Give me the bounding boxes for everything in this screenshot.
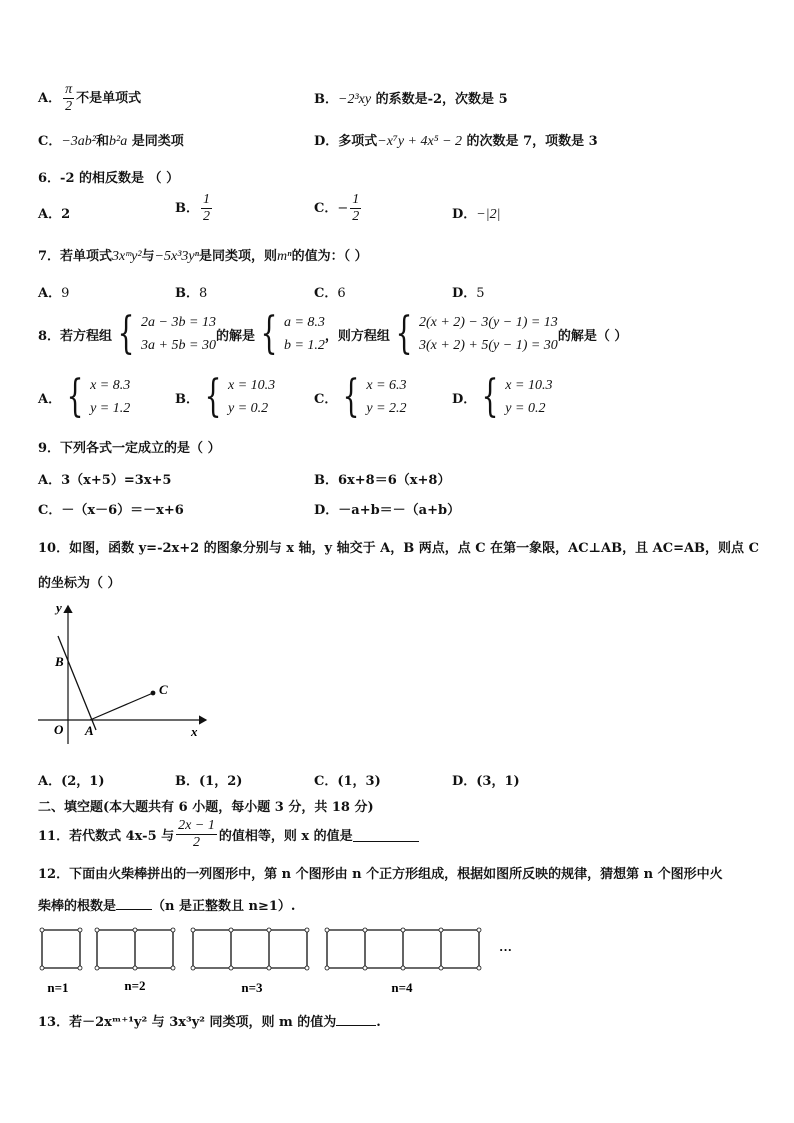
option-value: (2，1): [61, 774, 105, 789]
stem-text: 是同类项，则: [199, 249, 278, 264]
q9-option-c: C．－（x－6）＝－x+6: [38, 503, 184, 518]
q6-option-d: [452, 203, 500, 223]
y-axis-label: y: [56, 600, 62, 615]
option-letter: C．: [314, 286, 338, 301]
equation-line: 3a + 5b = 30: [141, 338, 216, 353]
q12-stem-line2: [38, 895, 295, 914]
q8-option-c: C． { x = 6.3 y = 2.2: [314, 371, 407, 422]
equation-line: x = 8.3: [90, 378, 131, 393]
math-expression: −|2|: [476, 207, 501, 222]
point-c: [151, 691, 156, 696]
q9-option-a: A．3（x+5）=3x+5: [38, 473, 172, 488]
figure-label-n2: n=2: [124, 978, 146, 993]
equation-line: x = 10.3: [228, 378, 276, 393]
equation-line: 2(x + 2) − 3(y − 1) = 13: [418, 315, 558, 330]
q5-option-c: [38, 130, 184, 150]
option-letter: D．: [452, 207, 477, 222]
q7-option-c: [314, 282, 346, 301]
q13-stem: [38, 1011, 381, 1030]
matchstick-squares: [40, 928, 481, 970]
matchstick-joint: [267, 966, 271, 970]
option-letter: A．: [38, 286, 62, 301]
equation-line: 2a − 3b = 13: [141, 315, 216, 330]
matchstick-joint: [133, 928, 137, 932]
matchstick-joint: [401, 928, 405, 932]
option-text: 是同类项: [131, 134, 184, 149]
stem-text: 与: [141, 249, 155, 264]
option-letter: A．: [38, 207, 62, 222]
stem-text: （n 是正整数且 n≥1）.: [152, 899, 296, 914]
option-letter: D．: [452, 774, 477, 789]
equation-line: a = 8.3: [283, 315, 325, 330]
figure-label-n4: n=4: [391, 980, 413, 995]
origin-label: O: [54, 722, 64, 737]
option-letter: B．: [175, 286, 199, 301]
stem-text: 的值为：（ ）: [291, 249, 368, 264]
frac-numerator: 2x − 1: [178, 818, 215, 833]
q12-stem-line1: 12．下面由火柴棒拼出的一列图形中，第 n 个图形由 n 个正方形组成，根据如图所反映的规律，猜想第 n 个图形中火: [38, 867, 723, 882]
matchstick-joint: [229, 928, 233, 932]
answer-blank[interactable]: [353, 827, 419, 842]
option-letter: D．: [314, 134, 339, 149]
point-b-label: B: [55, 654, 64, 669]
matchstick-joint: [78, 966, 82, 970]
q5-option-b: [314, 88, 508, 108]
q5-option-a: [38, 82, 141, 115]
stem-text: 7．若单项式: [38, 249, 113, 264]
q10-option-d: [452, 770, 520, 789]
q10-stem-line2: 的坐标为（ ）: [38, 576, 121, 591]
q6-option-a: [38, 203, 70, 222]
math-expression: b²a: [109, 134, 128, 149]
matchstick-figures: [34, 924, 534, 1000]
q10-stem-line1: 10．如图，函数 y=-2x+2 的图象分别与 x 轴，y 轴交于 A，B 两点，点 C 在第一象限，AC⊥AB，且 AC=AB，则点 C: [38, 541, 759, 556]
matchstick-joint: [191, 928, 195, 932]
q11-stem: [38, 818, 419, 851]
q10-option-c: [314, 770, 381, 789]
x-axis-label: x: [191, 724, 198, 739]
q9-option-d: D．－a+b＝－（a+b）: [314, 503, 461, 518]
option-letter: C．: [314, 774, 338, 789]
matchstick-joint: [133, 966, 137, 970]
matchstick-joint: [229, 966, 233, 970]
option-text: 的次数是 7，项数是 3: [466, 134, 598, 149]
stem-text: 的值相等，则 x 的值是: [218, 829, 353, 844]
function-line: [58, 636, 96, 730]
matchstick-joint: [439, 966, 443, 970]
matchstick-joint: [363, 966, 367, 970]
q6-option-b: [175, 192, 214, 225]
math-expression: −5x³3yⁿ: [154, 249, 200, 264]
equation-line: x = 10.3: [505, 378, 553, 393]
q8-option-a: A． { x = 8.3 y = 1.2: [38, 371, 131, 422]
q10-option-b: [175, 770, 242, 789]
frac-denominator: 2: [352, 209, 360, 224]
option-text: 和: [96, 134, 110, 149]
equation-line: y = 0.2: [228, 401, 269, 416]
equation-system-2: { 2(x + 2) − 3(y − 1) = 13 3(x + 2) + 5(y − 1) = 30: [395, 308, 558, 359]
frac-numerator: 1: [352, 192, 360, 207]
q8-option-d: D． { x = 10.3 y = 0.2: [452, 371, 553, 422]
math-expression: −x⁷y + 4x⁵ − 2: [377, 134, 463, 149]
option-value: 6: [337, 286, 346, 301]
stem-text: 13．若－2xᵐ⁺¹y² 与 3x³y² 同类项，则 m 的值为: [38, 1015, 337, 1030]
equation-line: y = 1.2: [90, 401, 131, 416]
option-letter: C．: [314, 391, 338, 407]
matchstick-joint: [401, 966, 405, 970]
matchstick-joint: [477, 928, 481, 932]
option-text: 的系数是-2，次数是 5: [375, 92, 508, 107]
stem-text: 的解是: [215, 328, 255, 344]
equation-system-1: { 2a − 3b = 13 3a + 5b = 30: [117, 308, 216, 359]
q9-stem: 9．下列各式一定成立的是（ ）: [38, 441, 221, 456]
frac-denominator: 2: [65, 99, 73, 114]
option-letter: A．: [38, 774, 62, 789]
math-expression: −2³xy: [338, 92, 372, 107]
matchstick-joint: [40, 966, 44, 970]
option-letter: B．: [314, 92, 338, 107]
point-a-label: A: [85, 723, 94, 738]
equation-line: x = 6.3: [366, 378, 407, 393]
equation-line: y = 0.2: [505, 401, 546, 416]
matchstick-joint: [477, 966, 481, 970]
stem-text: ，则方程组: [324, 328, 390, 344]
matchstick-joint: [439, 928, 443, 932]
option-letter: B．: [175, 774, 199, 789]
option-text: 不是单项式: [76, 91, 142, 106]
matchstick-joint: [95, 966, 99, 970]
stem-text: 的解是（ ）: [557, 328, 628, 344]
option-letter: D．: [452, 286, 477, 301]
matchstick-joint: [171, 966, 175, 970]
option-text: 多项式: [338, 134, 378, 149]
figure-label-n1: n=1: [47, 980, 69, 995]
option-letter: A．: [38, 391, 62, 407]
frac-denominator: 2: [203, 209, 210, 224]
matchstick-joint: [325, 966, 329, 970]
matchstick-joint: [363, 928, 367, 932]
minus-sign: −: [337, 201, 349, 216]
q7-stem: [38, 245, 368, 265]
option-letter: C．: [38, 134, 62, 149]
option-letter: A．: [38, 91, 62, 106]
equation-line: y = 2.2: [366, 401, 407, 416]
q6-stem: 6．-2 的相反数是 （ ）: [38, 171, 180, 186]
option-letter: C．: [314, 201, 338, 216]
matchstick-joint: [305, 966, 309, 970]
ellipsis: ···: [499, 942, 513, 957]
math-expression: 3xᵐy²: [112, 249, 142, 264]
option-value: 5: [476, 286, 485, 301]
stem-text: 11．若代数式 4x-5 与: [38, 829, 175, 844]
matchstick-joint: [78, 928, 82, 932]
section-heading: 二、填空题(本大题共有 6 小题，每小题 3 分，共 18 分): [38, 800, 374, 815]
option-value: (1，2): [199, 774, 243, 789]
q8-option-b: B． { x = 10.3 y = 0.2: [175, 371, 276, 422]
option-value: (1，3): [337, 774, 381, 789]
option-value: 9: [61, 286, 70, 301]
stem-text: .: [376, 1015, 381, 1030]
option-value: 8: [199, 286, 208, 301]
answer-blank[interactable]: [116, 896, 152, 910]
q7-option-b: [175, 282, 207, 301]
matchstick-joint: [40, 928, 44, 932]
answer-blank[interactable]: [336, 1012, 376, 1026]
frac-denominator: 2: [192, 835, 200, 850]
stem-text: 8．若方程组: [38, 328, 113, 344]
matchstick-joint: [267, 928, 271, 932]
q7-option-d: [452, 282, 485, 301]
math-expression: mⁿ: [277, 249, 292, 264]
frac-numerator: 1: [203, 192, 210, 207]
option-letter: B．: [175, 201, 199, 216]
option-value: (3，1): [476, 774, 520, 789]
q5-option-d: [314, 130, 598, 150]
q10-figure: [30, 598, 220, 748]
matchstick-joint: [305, 928, 309, 932]
q8-stem: [38, 308, 628, 359]
q10-option-a: [38, 770, 105, 789]
equation-line: 3(x + 2) + 5(y − 1) = 30: [418, 338, 558, 353]
q9-option-b: B．6x+8＝6（x+8）: [314, 473, 451, 488]
point-c-label: C: [159, 682, 168, 697]
equation-line: b = 1.2: [283, 338, 325, 353]
matchstick-joint: [325, 928, 329, 932]
option-letter: D．: [452, 391, 477, 407]
math-expression: −3ab²: [61, 134, 97, 149]
option-value: 2: [61, 207, 71, 222]
segment-ac: [90, 693, 153, 720]
solution-system: { a = 8.3 b = 1.2: [260, 308, 325, 359]
q7-option-a: [38, 282, 69, 301]
q6-option-c: [314, 192, 363, 225]
matchstick-joint: [171, 928, 175, 932]
stem-text: 柴棒的根数是: [38, 899, 117, 914]
matchstick-joint: [95, 928, 99, 932]
frac-numerator: π: [65, 82, 73, 97]
matchstick-joint: [191, 966, 195, 970]
figure-label-n3: n=3: [241, 980, 263, 995]
option-letter: B．: [175, 391, 199, 407]
